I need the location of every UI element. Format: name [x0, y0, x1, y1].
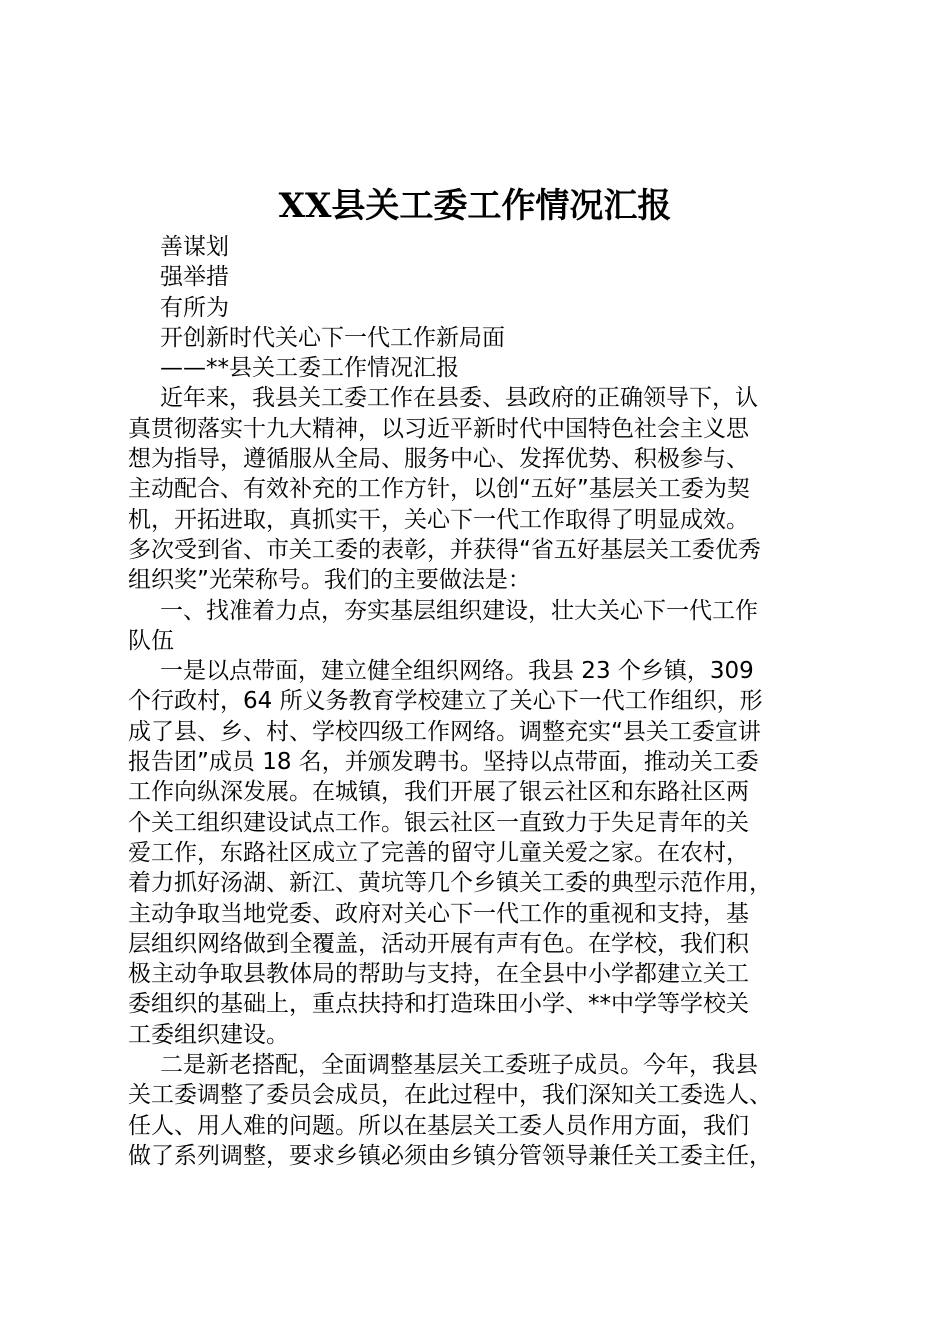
paragraph-line: 主动争取当地党委、政府对关心下一代工作的重视和支持，基: [128, 900, 749, 927]
paragraph-line: 一是以点带面，建立健全组织网络。我县 23 个乡镇，309: [160, 658, 754, 685]
paragraph-line: 个行政村，64 所义务教育学校建立了关心下一代工作组织，形: [128, 688, 763, 715]
paragraph-line: 主动配合、有效补充的工作方针，以创“五好”基层关工委为契: [128, 476, 750, 503]
paragraph-line: 善谋划: [160, 234, 229, 260]
paragraph-line: 极主动争取县教体局的帮助与支持，在全县中小学都建立关工: [128, 961, 749, 988]
paragraph-line: 想为指导，遵循服从全局、服务中心、发挥优势、积极参与、: [128, 446, 749, 473]
paragraph-line: 成了县、乡、村、学校四级工作网络。调整充实“县关工委宣讲: [128, 718, 761, 745]
paragraph-line: 组织奖”光荣称号。我们的主要做法是：: [128, 567, 531, 594]
paragraph-line: 二是新老搭配，全面调整基层关工委班子成员。今年，我县: [160, 1052, 758, 1079]
paragraph-line: 个关工组织建设试点工作。银云社区一直致力于失足青年的关: [128, 809, 749, 836]
paragraph-line: 关工委调整了委员会成员，在此过程中，我们深知关工委选人、: [128, 1082, 772, 1109]
paragraph-line: 队伍: [128, 627, 174, 654]
paragraph-line: 爱工作，东路社区成立了完善的留守儿童关爱之家。在农村，: [128, 839, 749, 866]
paragraph-line: 工委组织建设。: [128, 1021, 289, 1048]
paragraph-line: 着力抓好汤湖、新江、黄坑等几个乡镇关工委的典型示范作用，: [128, 870, 772, 897]
paragraph-line: 开创新时代关心下一代工作新局面: [160, 324, 505, 351]
paragraph-line: 做了系列调整，要求乡镇必须由乡镇分管领导兼任关工委主任，: [128, 1142, 772, 1169]
paragraph-line: 委组织的基础上，重点扶持和打造珠田小学、**中学等学校关: [128, 991, 749, 1018]
paragraph-line: 层组织网络做到全覆盖，活动开展有声有色。在学校，我们积: [128, 930, 749, 957]
paragraph-line: 任人、用人难的问题。所以在基层关工委人员作用方面，我们: [128, 1112, 749, 1139]
paragraph-line: ——**县关工委工作情况汇报: [160, 355, 459, 382]
paragraph-line: 多次受到省、市关工委的表彰，并获得“省五好基层关工委优秀: [128, 536, 761, 563]
paragraph-line: 真贯彻落实十九大精神，以习近平新时代中国特色社会主义思: [128, 415, 749, 442]
paragraph-line: 报告团”成员 18 名，并颁发聘书。坚持以点带面，推动关工委: [128, 749, 759, 776]
paragraph-line: 有所为: [160, 294, 229, 321]
paragraph-line: 机，开拓进取，真抓实干，关心下一代工作取得了明显成效。: [128, 506, 749, 533]
paragraph-line: 近年来，我县关工委工作在县委、县政府的正确领导下，认: [160, 385, 758, 412]
paragraph-line: 强举措: [160, 264, 229, 291]
paragraph-line: 一、找准着力点，夯实基层组织建设，壮大关心下一代工作: [160, 597, 758, 624]
document-body: [128, 232, 828, 1171]
paragraph-line: 工作向纵深发展。在城镇，我们开展了银云社区和东路社区两: [128, 779, 749, 806]
document-title: XX县关工委工作情况汇报: [278, 186, 672, 226]
